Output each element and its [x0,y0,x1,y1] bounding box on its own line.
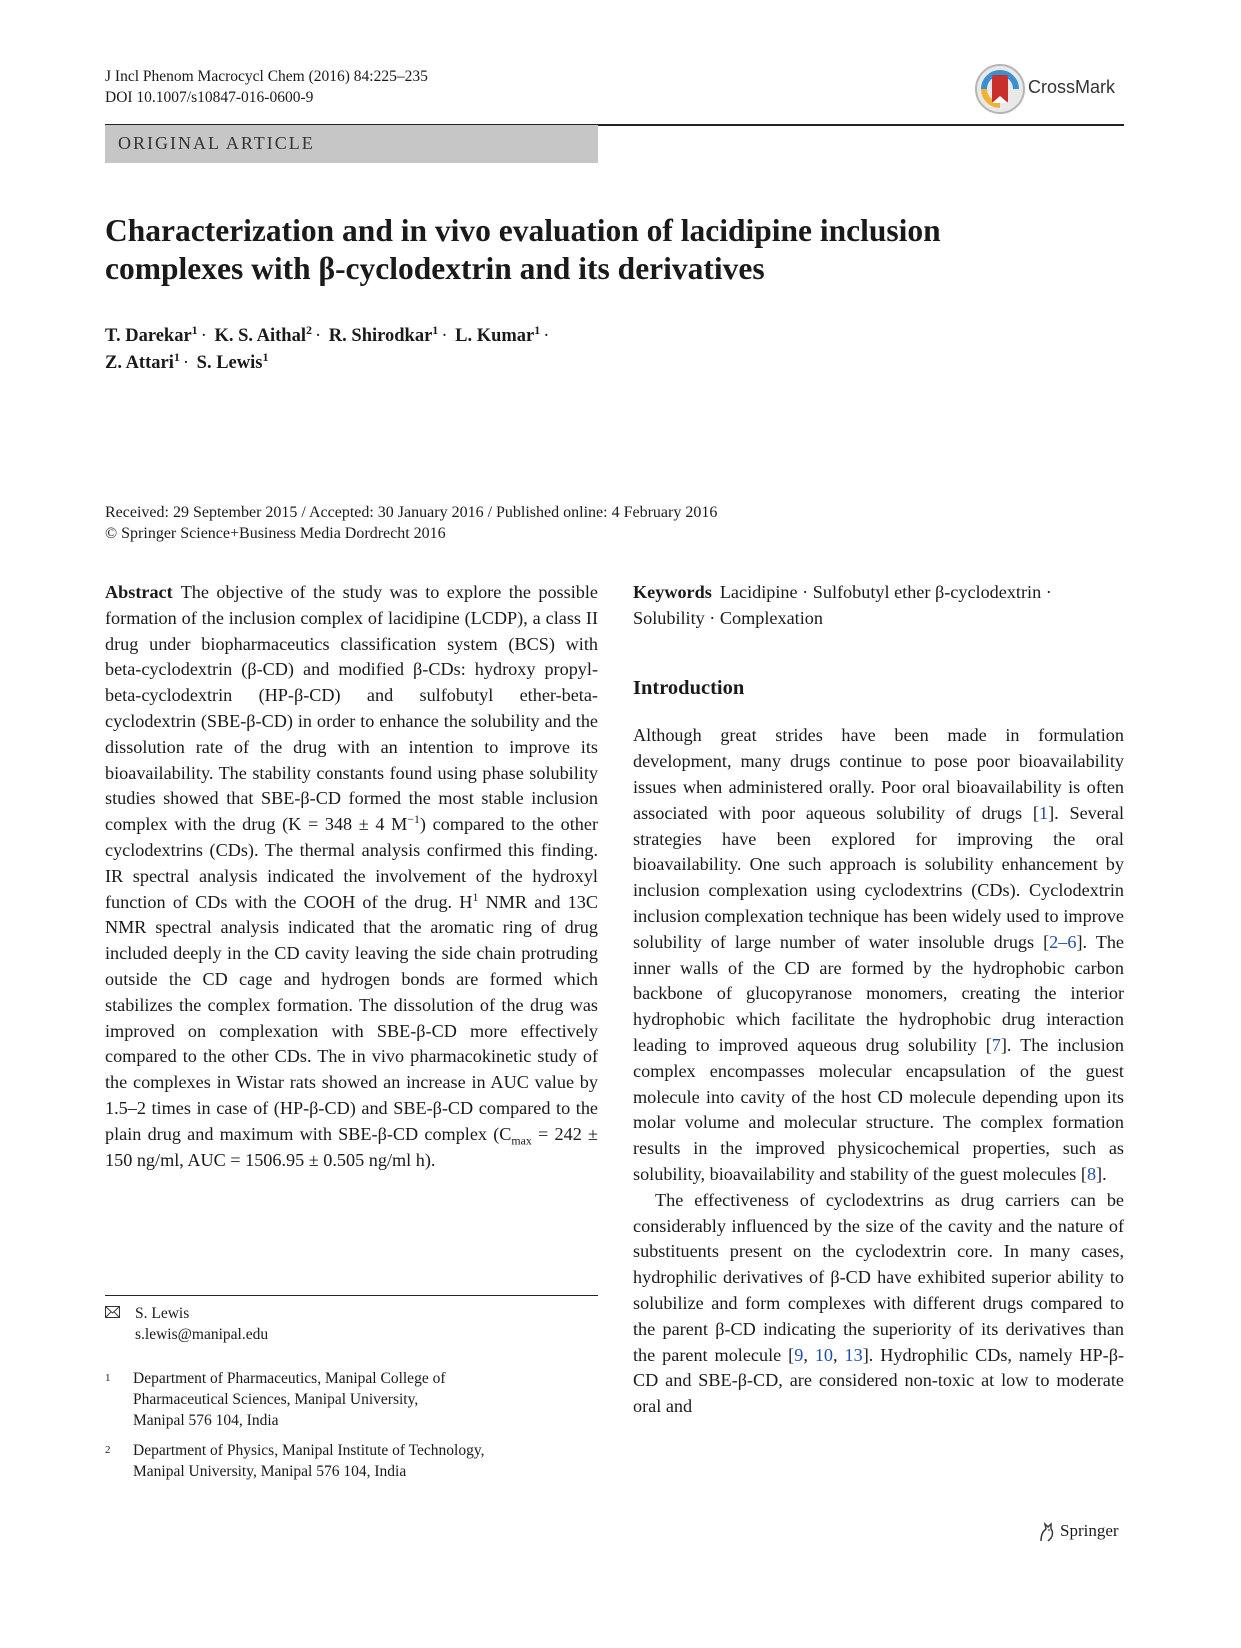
article-title [105,212,1105,288]
paragraph-text: , [803,1344,815,1365]
citation-link[interactable]: 13 [844,1344,863,1365]
abstract-sup-2: 1 [472,889,479,904]
abstract-column [105,580,598,1173]
correspondence-name: S. Lewis [135,1305,190,1322]
section-banner [105,125,598,163]
author-name[interactable]: L. Kumar [455,326,535,346]
affiliation-number: 1 [105,1372,111,1384]
introduction-paragraph-2 [633,1188,1124,1420]
publisher-logo [1037,1521,1119,1543]
abstract-label: Abstract [105,582,173,602]
author-affiliation-ref: 1 [173,349,180,364]
author-name[interactable]: S. Lewis [196,353,263,373]
affiliation-line: Pharmaceutical Sciences, Manipal University, [133,1391,419,1408]
affiliation-line: Department of Pharmaceutics, Manipal College of [133,1370,446,1387]
affiliation-2 [105,1440,484,1482]
correspondence-email[interactable]: s.lewis@manipal.edu [135,1326,269,1343]
keywords [633,580,1124,632]
springer-horse-icon [1037,1521,1057,1543]
citation-link[interactable]: 1 [1038,802,1049,823]
paragraph-text: ]. [1096,1163,1107,1184]
envelope-icon [105,1303,121,1324]
journal-header [105,66,428,108]
publisher-name: Springer [1060,1521,1119,1540]
correspondence [105,1303,268,1345]
history-dates: Received: 29 September 2015 / Accepted: 30 January 2016 / Published online: 4 February 2016 [105,504,718,521]
keywords-label: Keywords [633,582,712,602]
paragraph-text: ]. Hydrophilic CDs, namely HP-β-CD and SBE-β-CD, are considered non-toxic at low to moderate oral and [633,1344,1124,1417]
crossmark-label: CrossMark [1028,77,1116,97]
title-line-1: Characterization and in vivo evaluation of lacidipine inclusion [105,213,941,248]
author-affiliation-ref: 2 [305,322,312,337]
affiliation-line: Manipal 576 104, India [133,1412,279,1429]
abstract-sub-1: max [511,1133,532,1148]
author-line-2 [105,350,552,377]
abstract [105,580,598,1173]
abstract-text-2: ) compared to the other cyclodextrins (CDs). The thermal analysis confirmed this finding. IR spectral analysis indicated the involvement of the hydroxyl function of CDs with the COOH of the drug. H [105,814,599,912]
affiliation-1 [105,1368,445,1431]
abstract-sup-1: −1 [407,812,420,827]
paragraph-text: , [833,1344,845,1365]
affiliation-line: Manipal University, Manipal 576 104, India [133,1463,407,1480]
citation-link[interactable]: 2–6 [1049,931,1077,952]
doi: DOI 10.1007/s10847-016-0600-9 [105,89,314,106]
keywords-text: Lacidipine · Sulfobutyl ether β-cyclodextrin · Solubility · Complexation [633,582,1052,628]
abstract-text-3: NMR and 13C NMR spectral analysis indicated that the aromatic ring of drug included deeply in the CD cavity leaving the side chain protruding outside the CD cage and hydrogen bonds are formed which stabilizes the complex formation. The dissolution of the drug was improved on complexation with SBE-β-CD more effectively compared to the other CDs. The in vivo pharmacokinetic study of the complexes in Wistar rats showed an increase in AUC value by 1.5–2 times in case of (HP-β-CD) and SBE-β-CD compared to the plain drug and maximum with SBE-β-CD complex (C [105,891,598,1144]
introduction-paragraph-1 [633,723,1124,1187]
citation-link[interactable]: 8 [1086,1163,1097,1184]
author-name[interactable]: Z. Attari [105,353,174,373]
author-name[interactable]: T. Darekar [105,326,192,346]
paragraph-text: ]. The inclusion complex encompasses molecular encapsulation of the guest molecule into cavity of the host CD molecule depending upon its molar volume and molecular structure. The complex formation results in the improved physicochemical properties, such as solubility, bioavailability and stability of the guest molecules [ [633,1034,1124,1184]
author-list [105,323,552,377]
author-name[interactable]: R. Shirodkar [328,326,433,346]
paragraph-text: ]. Several strategies have been explored for improving the oral bioavailability. One such approach is solubility enhancement by inclusion complexation using cyclodextrins (CDs). Cyclodextrin inclusion complexation technique has been widely used to improve solubility of large number of water insoluble drugs [ [633,802,1125,952]
author-separator: · [315,326,322,346]
crossmark-icon [974,63,1026,115]
author-affiliation-ref: 1 [534,322,541,337]
affiliation-number: 2 [105,1444,111,1456]
author-separator: · [182,353,190,373]
section-banner-label: ORIGINAL ARTICLE [118,133,315,153]
section-heading-introduction: Introduction [633,676,745,699]
copyright: © Springer Science+Business Media Dordrecht 2016 [105,525,446,542]
citation-link[interactable]: 7 [991,1034,1001,1055]
author-separator: · [441,326,448,346]
paragraph-text: ]. The inner walls of the CD are formed by the hydrophobic carbon backbone of glucopyranose monomers, creating the interior hydrophobic which facilitate the hydrophobic drug interaction leading to improved aqueous drug solubility [ [633,931,1124,1055]
citation-link[interactable]: 10 [814,1344,833,1365]
author-affiliation-ref: 1 [191,322,198,337]
citation-link[interactable]: 9 [794,1344,804,1365]
publication-dates [105,502,717,544]
body-column [633,580,1124,1420]
author-name[interactable]: K. S. Aithal [214,326,306,346]
abstract-text-1: The objective of the study was to explore the possible formation of the inclusion complex of lacidipine (LCDP), a class II drug under biopharmaceutics classification system (BCS) with beta-cyclodextrin (β-CD) and modified β-CDs: hydroxy propyl- beta-cyclodextrin (HP-β-CD) and sulfobutyl ether-beta-cyclodextrin (SBE-β-CD) in order to enhance the solubility and the dissolution rate of the drug with an intention to improve its bioavailability. The stability constants found using phase solubility studies showed that SBE-β-CD formed the most stable inclusion complex with the drug (K = 348 ± 4 M [105,582,598,835]
abstract-text-4: = 242 ± 150 ng/ml, AUC = 1506.95 ± 0.505 ng/ml h). [105,1123,598,1170]
crossmark-badge[interactable] [974,63,1124,113]
affiliation-line: Department of Physics, Manipal Institute of Technology, [133,1442,485,1459]
title-line-2: complexes with β-cyclodextrin and its derivatives [105,251,765,286]
author-line-1 [105,323,552,350]
author-affiliation-ref: 1 [262,349,269,364]
paragraph-text: Although great strides have been made in formulation development, many drugs continue to pose poor bioavailability issues when administered orally. Poor oral bioavailability is often associated with poor aqueous solubility of drugs [ [633,725,1124,823]
author-separator: · [543,326,550,346]
author-affiliation-ref: 1 [432,322,439,337]
footnote-rule [105,1295,598,1296]
journal-citation: J Incl Phenom Macrocycl Chem (2016) 84:225–235 [105,68,428,85]
paragraph-text: The effectiveness of cyclodextrins as drug carriers can be considerably influenced by the size of the cavity and the nature of substituents present on the cyclodextrin core. In many cases, hydrophilic derivatives of β-CD have exhibited superior ability to solubilize and form complexes with different drugs compared to the parent β-CD indicating the superiority of its derivatives than the parent molecule [ [633,1189,1124,1365]
author-separator: · [200,326,207,346]
